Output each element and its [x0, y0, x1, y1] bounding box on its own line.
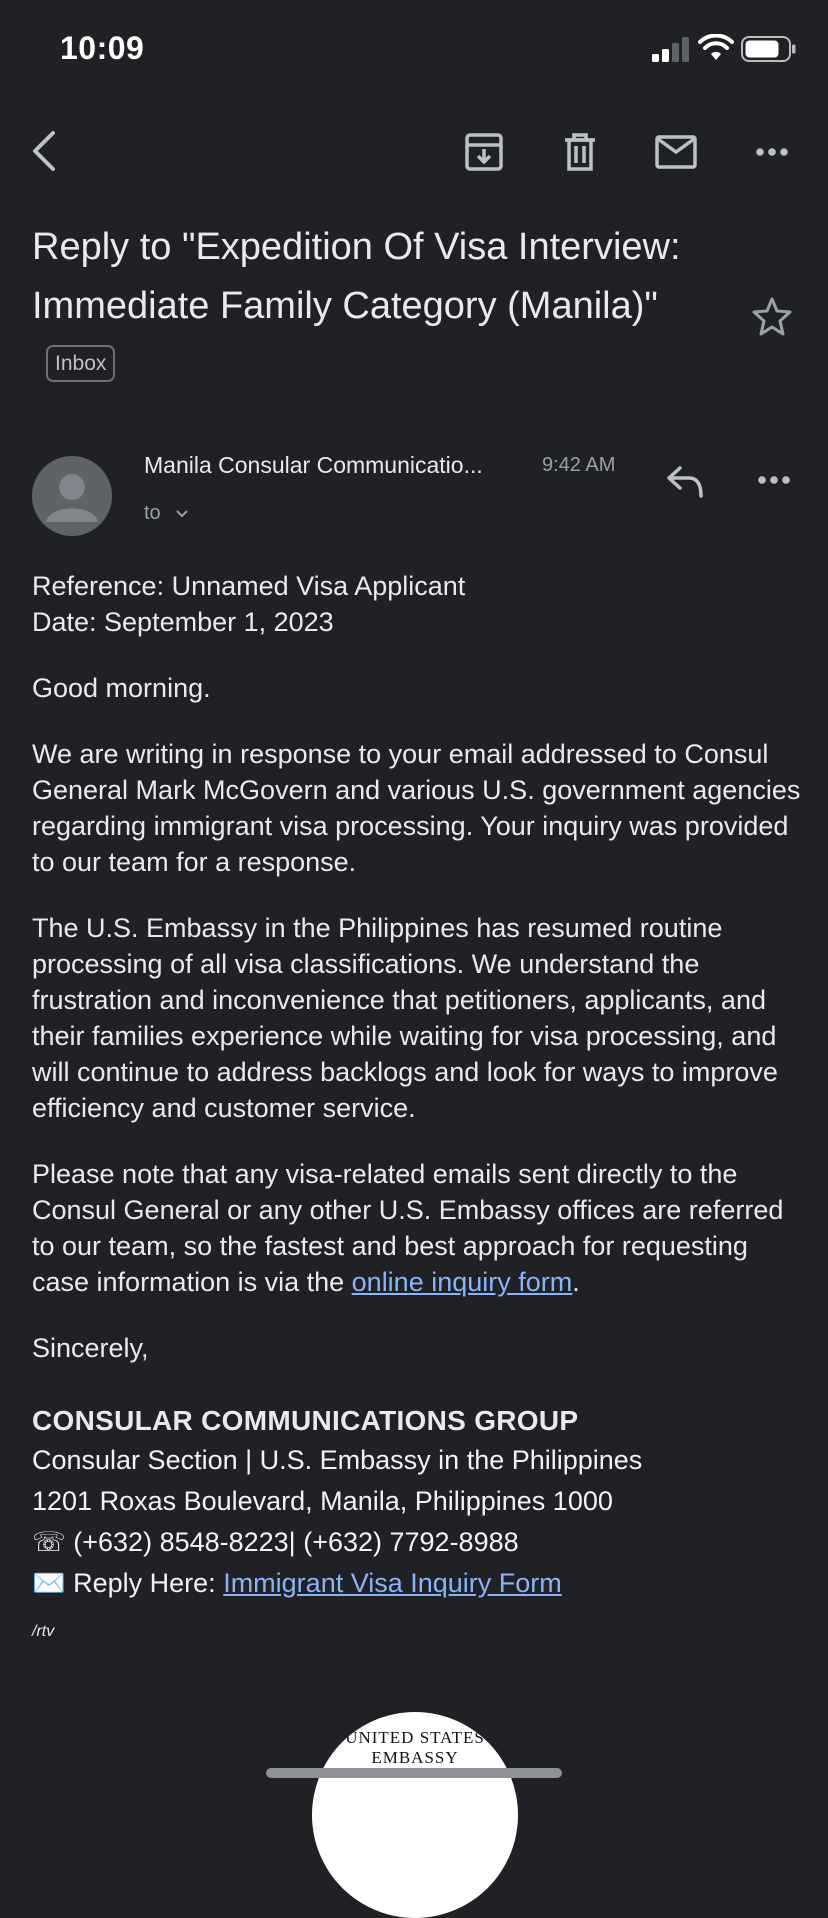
archive-icon — [464, 132, 504, 172]
person-icon — [32, 456, 112, 536]
reply-icon — [665, 465, 705, 499]
reply-here-label: Reply Here: — [65, 1568, 224, 1598]
inbox-label-badge[interactable]: Inbox — [46, 345, 115, 382]
wifi-icon — [698, 34, 734, 62]
date-line: Date: September 1, 2023 — [32, 607, 334, 637]
signature-address: 1201 Roxas Boulevard, Manila, Philippines 1000 — [32, 1486, 613, 1516]
paragraph-2: The U.S. Embassy in the Philippines has resumed routine processing of all visa classifications. We understand the frustration and inconvenience that petitioners, applicants, and their families experience while waiting for visa processing, and will continue to address backlogs and look for ways to improve efficiency and customer service. — [32, 913, 778, 1123]
online-inquiry-form-link[interactable]: online inquiry form — [351, 1267, 573, 1297]
seal-text: UNITED STATES EMBASSY — [345, 1728, 485, 1767]
signature-reply — [32, 1563, 802, 1604]
star-button[interactable] — [750, 294, 794, 338]
chevron-down-icon — [175, 509, 189, 519]
paragraph-3 — [32, 1156, 802, 1300]
recipients-toggle[interactable] — [144, 502, 189, 525]
paragraph-1: We are writing in response to your email addressed to Consul General Mark McGovern and various U.S. government agencies regarding immigrant visa processing. Your inquiry was provided to our team for a response. — [32, 739, 801, 877]
more-icon — [757, 475, 791, 485]
status-time: 10:09 — [60, 30, 145, 66]
greeting: Good morning. — [32, 673, 211, 703]
archive-button[interactable] — [460, 128, 508, 176]
email-time: 9:42 AM — [542, 454, 616, 476]
paragraph-3-text: Please note that any visa-related emails sent directly to the Consul General or any other U.S. Embassy offices are referred to our team, so the fastest and best approach for requesting case information is via the — [32, 1159, 784, 1297]
message-more-button[interactable] — [752, 462, 796, 498]
reference-line: Reference: Unnamed Visa Applicant — [32, 571, 466, 601]
home-indicator[interactable] — [266, 1768, 562, 1778]
more-options-button[interactable] — [750, 128, 794, 176]
sender-avatar[interactable] — [32, 456, 112, 536]
signature-phones — [32, 1522, 802, 1563]
delete-button[interactable] — [556, 128, 604, 176]
mail-icon — [655, 135, 697, 169]
phone-icon: ☏ — [32, 1527, 66, 1557]
signal-icon — [652, 36, 692, 62]
signature-line-1: Consular Section | U.S. Embassy in the Philippines — [32, 1445, 643, 1475]
signature-title: CONSULAR COMMUNICATIONS GROUP — [32, 1405, 579, 1436]
subject-text: Reply to "Expedition Of Visa Interview: Immediate Family Category (Manila)" — [32, 226, 681, 327]
back-button[interactable] — [24, 128, 64, 174]
star-icon — [752, 296, 792, 336]
paragraph-3-end: . — [572, 1267, 580, 1297]
mark-unread-button[interactable] — [652, 128, 700, 176]
reply-button[interactable] — [662, 462, 708, 502]
embassy-seal-image — [312, 1712, 518, 1918]
to-label: to — [144, 502, 161, 524]
phone-numbers: (+632) 8548-8223| (+632) 7792-8988 — [65, 1527, 519, 1557]
more-icon — [755, 147, 789, 157]
back-arrow-icon — [29, 129, 59, 173]
closing: Sincerely, — [32, 1333, 149, 1363]
email-subject — [32, 218, 732, 395]
sender-name[interactable]: Manila Consular Communicatio... — [144, 452, 483, 478]
signature-initials: /rtv — [32, 1623, 55, 1640]
email-body — [32, 568, 802, 1650]
envelope-icon: ✉️ — [32, 1568, 66, 1598]
battery-icon — [741, 36, 797, 62]
immigrant-visa-inquiry-form-link[interactable]: Immigrant Visa Inquiry Form — [223, 1568, 562, 1598]
trash-icon — [562, 132, 598, 172]
